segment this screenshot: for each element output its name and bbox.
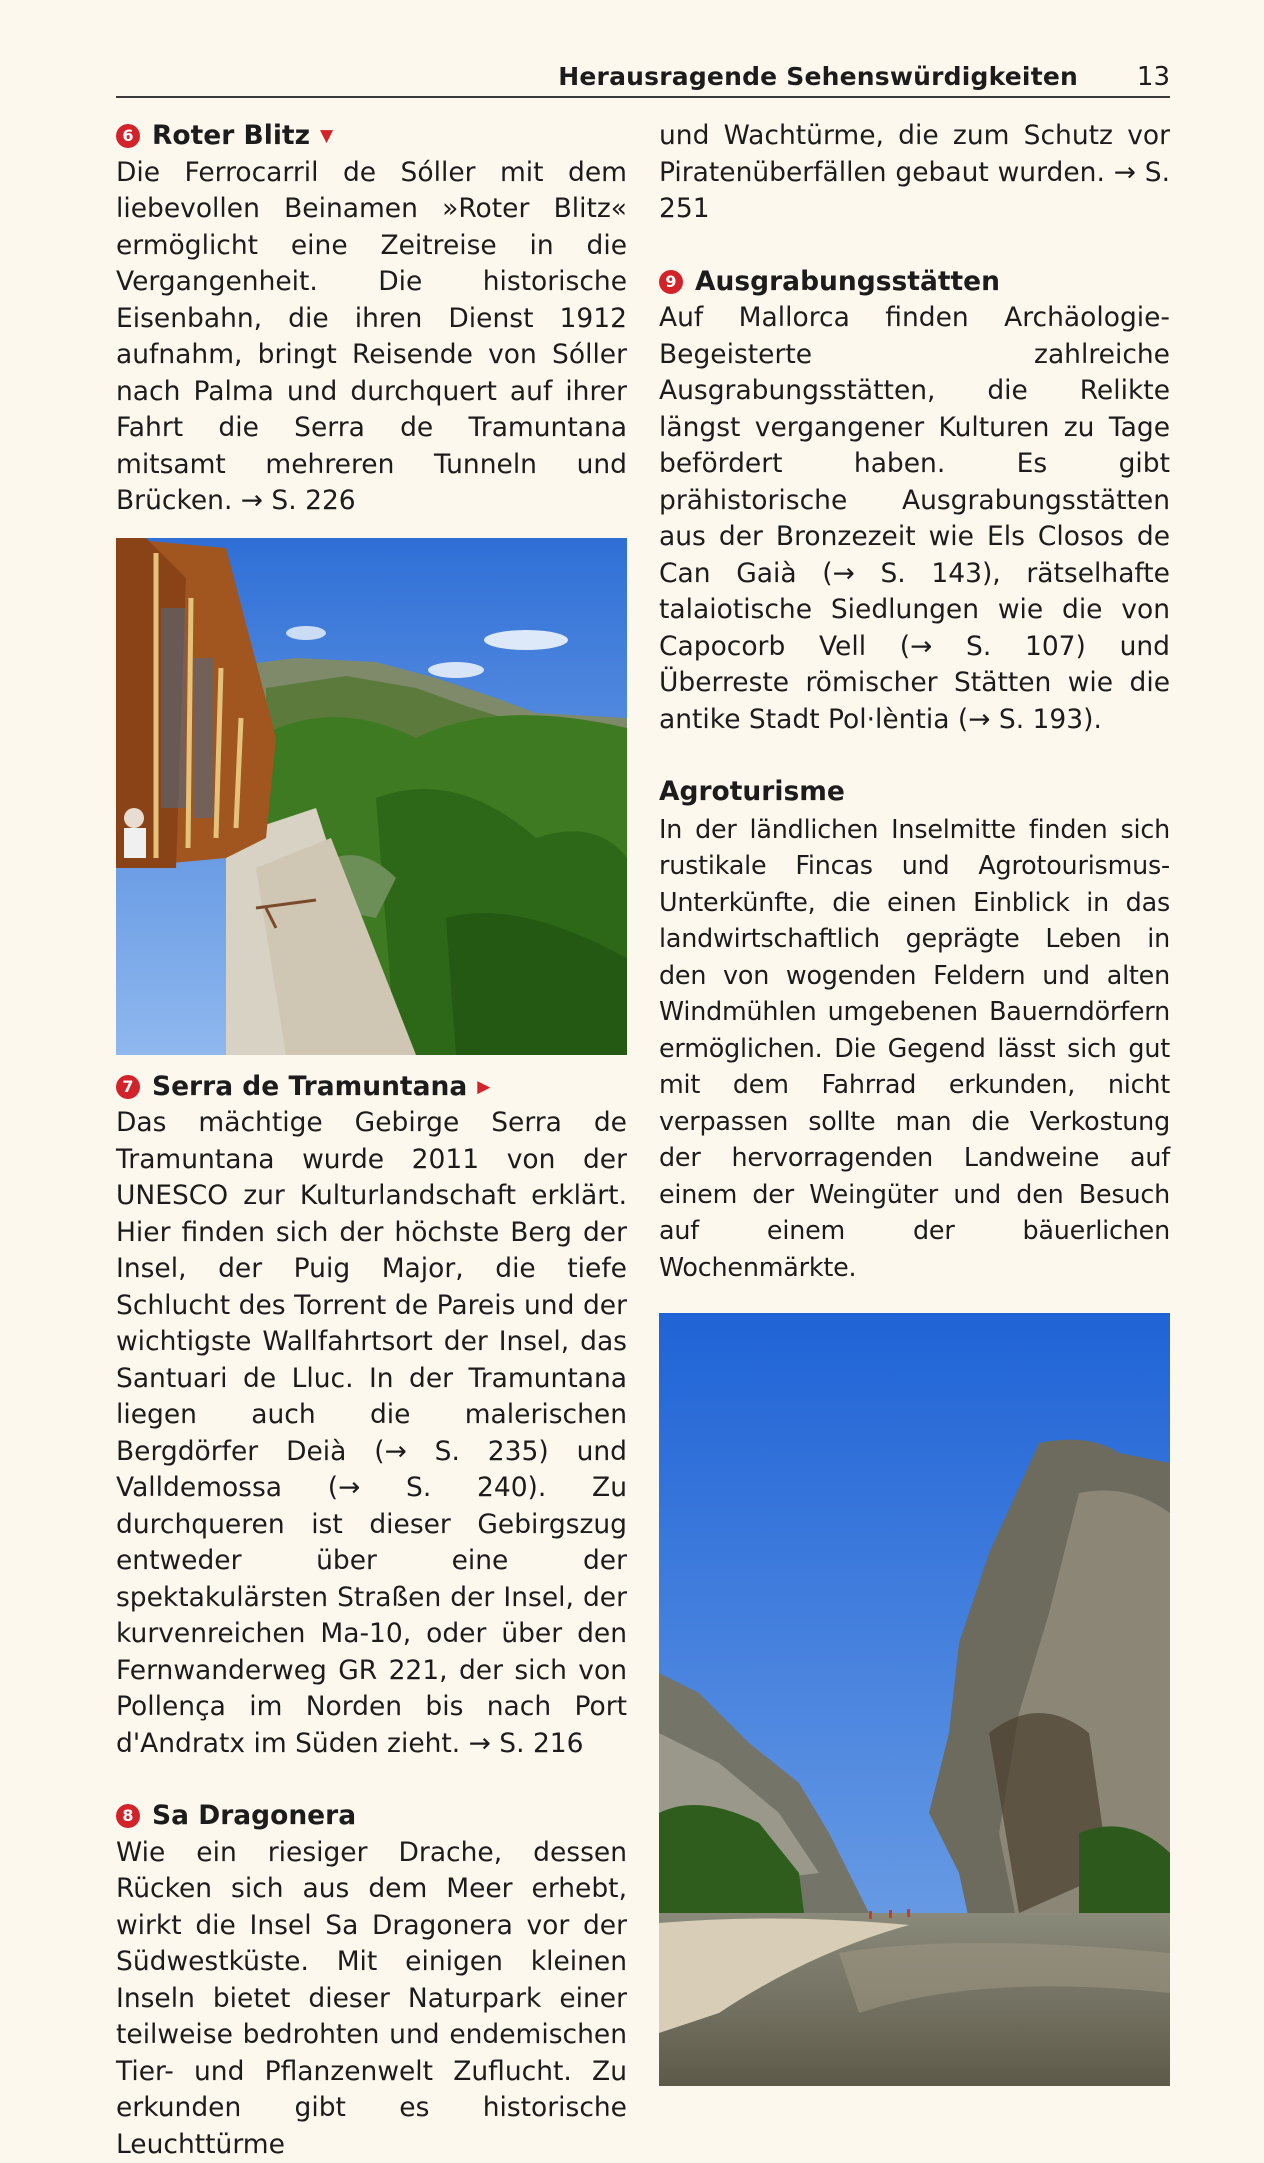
triangle-right-icon: ▶ — [477, 1069, 490, 1106]
right-column — [659, 118, 1170, 2086]
train-photo — [116, 538, 627, 1055]
section-title: Roter Blitz — [152, 118, 310, 155]
section-title: Sa Dragonera — [152, 1798, 356, 1835]
number-badge: 9 — [659, 270, 683, 294]
section-title: Ausgrabungsstätten — [695, 264, 1000, 301]
section-sa-dragonera — [116, 1798, 627, 2163]
gorge-photo — [659, 1313, 1170, 2086]
section-text: In der ländlichen Inselmitte finden sich rustikale Fincas und Agrotourismus-Unterkünfte, die einen Einblick in das landwirtschaftlich geprägte Leben in den von wogenden Feldern und alten Windmühlen umgebenen Bauerndörfern ermöglichen. Die Gegend lässt sich gut mit dem Fahrrad erkunden, nicht verpassen sollte man die Verkostung der hervorragenden Landweine auf einem der Weingüter und den Besuch auf einem der bäuerlichen Wochenmärkte. — [659, 811, 1170, 1286]
running-header — [116, 58, 1170, 98]
triangle-down-icon: ▼ — [320, 118, 333, 155]
page-number: 13 — [1137, 62, 1170, 92]
continued-text: und Wachtürme, die zum Schutz vor Piratenüberfällen gebaut wurden. → S. 251 — [659, 118, 1170, 228]
section-heading — [116, 1798, 627, 1835]
section-title: Agroturisme — [659, 774, 1170, 811]
header-title: Herausragende Sehenswürdigkeiten — [558, 62, 1078, 91]
number-badge: 7 — [116, 1075, 140, 1099]
section-heading — [659, 264, 1170, 301]
section-agroturisme — [659, 774, 1170, 1285]
section-roter-blitz — [116, 118, 627, 520]
left-column — [116, 118, 627, 2163]
section-text: Wie ein riesiger Drache, dessen Rücken sich aus dem Meer erhebt, wirkt die Insel Sa Dragonera vor der Südwestküste. Mit einigen kleinen Inseln bietet dieser Naturpark einer teilweise bedrohten und endemischen Tier- und Pflanzenwelt Zuflucht. Zu erkunden gibt es historische Leuchttürme — [116, 1835, 627, 2163]
section-text: Auf Mallorca finden Archäologie-Begeisterte zahlreiche Ausgrabungsstätten, die Relikte längst vergangener Kulturen zu Tage befördert haben. Es gibt prähistorische Ausgrabungsstätten aus der Bronzezeit wie Els Closos de Can Gaià (→ S. 143), rätselhafte talaiotische Siedlungen wie die von Capocorb Vell (→ S. 107) und Überreste römischer Stätten wie die antike Stadt Pol·lèntia (→ S. 193). — [659, 300, 1170, 738]
section-heading — [116, 1069, 627, 1106]
section-heading — [116, 118, 627, 155]
number-badge: 6 — [116, 124, 140, 148]
section-text: Das mächtige Gebirge Serra de Tramuntana wurde 2011 von der UNESCO zur Kulturlandschaft erklärt. Hier finden sich der höchste Berg der Insel, der Puig Major, die tiefe Schlucht des Torrent de Pareis und der wichtigste Wallfahrtsort der Insel, das Santuari de Lluc. In der Tramuntana liegen auch die malerischen Bergdörfer Deià (→ S. 235) und Valldemossa (→ S. 240). Zu durchqueren ist dieser Gebirgszug entweder über eine der spektakulärsten Straßen der Insel, der kurvenreichen Ma-10, oder über den Fernwanderweg GR 221, der sich von Pollença im Norden bis nach Port d'Andratx im Süden zieht. → S. 216 — [116, 1105, 627, 1762]
section-ausgrabungsstaetten — [659, 264, 1170, 739]
section-serra-de-tramuntana — [116, 1069, 627, 1763]
number-badge: 8 — [116, 1804, 140, 1828]
section-title: Serra de Tramuntana — [152, 1069, 467, 1106]
section-text: Die Ferrocarril de Sóller mit dem liebevollen Beinamen »Roter Blitz« ermöglicht eine Zeitreise in die Vergangenheit. Die historische Eisenbahn, die ihren Dienst 1912 aufnahm, bringt Reisende von Sóller nach Palma und durchquert auf ihrer Fahrt die Serra de Tramuntana mitsamt mehreren Tunneln und Brücken. → S. 226 — [116, 155, 627, 520]
